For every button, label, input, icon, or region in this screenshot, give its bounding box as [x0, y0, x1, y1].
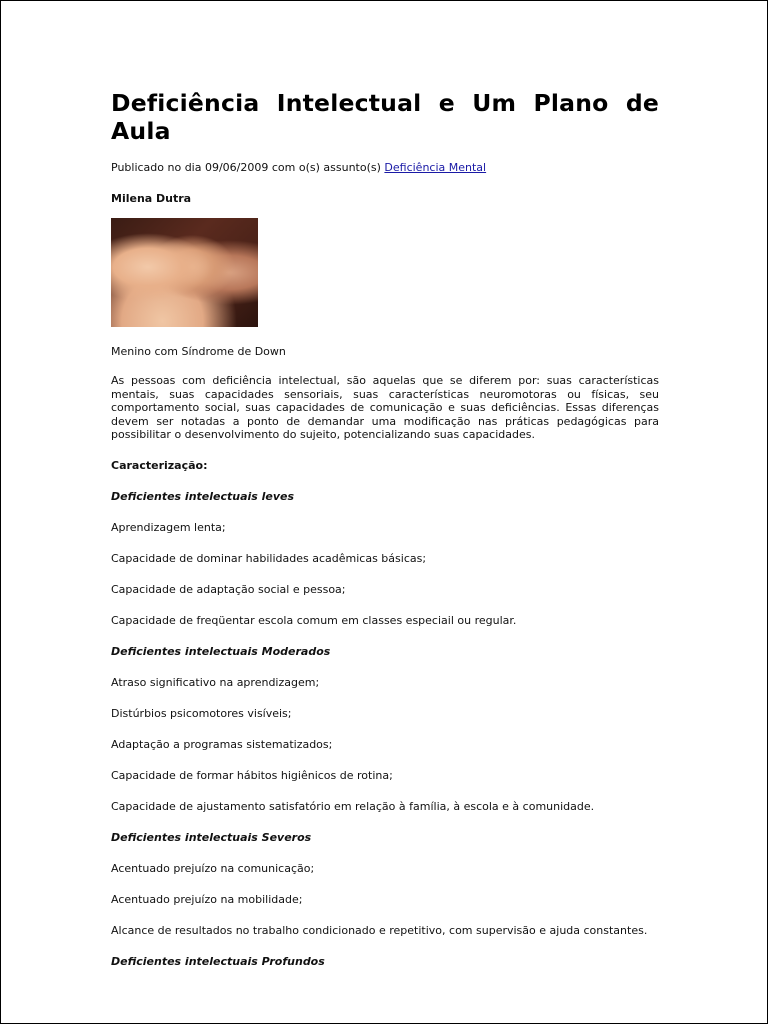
- group-severos: [111, 831, 659, 938]
- title-line-2: Aula: [111, 117, 171, 145]
- author-name: Milena Dutra: [111, 192, 192, 205]
- group-heading: Deficientes intelectuais Severos: [111, 830, 312, 844]
- intro-paragraph: As pessoas com deficiência intelectual, são aquelas que se diferem por: suas características mentais, suas capacidades sensoriais, suas características neuromotoras ou físicas, seu comportamento social, suas capacidades de comunicação e suas deficiências. Essas diferenças devem ser notadas a ponto de demandar uma modificação nas práticas pedagógicas para possibilitar o desenvolvimento do sujeito, potencializando suas capacidades.: [111, 374, 659, 441]
- group-heading: Deficientes intelectuais leves: [111, 489, 295, 503]
- list-item: Capacidade de ajustamento satisfatório em relação à família, à escola e à comunidade.: [111, 799, 595, 813]
- subject-link[interactable]: Deficiência Mental: [384, 161, 487, 174]
- list-item: Aprendizagem lenta;: [111, 520, 226, 534]
- list-item: Alcance de resultados no trabalho condicionado e repetitivo, com supervisão e ajuda constantes.: [111, 923, 648, 937]
- photo-caption: Menino com Síndrome de Down: [111, 345, 286, 358]
- list-item: Capacidade de formar hábitos higiênicos de rotina;: [111, 768, 393, 782]
- list-item: Acentuado prejuízo na mobilidade;: [111, 892, 303, 906]
- group-heading: Deficientes intelectuais Profundos: [111, 954, 325, 968]
- group-leves: [111, 490, 659, 628]
- group-profundos: [111, 955, 659, 969]
- list-item: Acentuado prejuízo na comunicação;: [111, 861, 315, 875]
- list-item: Adaptação a programas sistematizados;: [111, 737, 333, 751]
- list-item: Capacidade de dominar habilidades acadêmicas básicas;: [111, 551, 427, 565]
- group-heading: Deficientes intelectuais Moderados: [111, 644, 331, 658]
- title-line-1: Deficiência Intelectual e Um Plano de: [111, 89, 659, 117]
- document-title: [111, 89, 659, 145]
- list-item: Capacidade de freqüentar escola comum em classes especiail ou regular.: [111, 613, 517, 627]
- list-item: Atraso significativo na aprendizagem;: [111, 675, 320, 689]
- list-item: Capacidade de adaptação social e pessoa;: [111, 582, 346, 596]
- list-item: Distúrbios psicomotores visíveis;: [111, 706, 292, 720]
- article-photo: [111, 218, 258, 327]
- document-content: [111, 89, 659, 969]
- publication-meta: [111, 161, 659, 175]
- publication-date-text: Publicado no dia 09/06/2009 com o(s) assunto(s): [111, 161, 385, 174]
- group-moderados: [111, 645, 659, 814]
- section-heading: Caracterização:: [111, 458, 208, 472]
